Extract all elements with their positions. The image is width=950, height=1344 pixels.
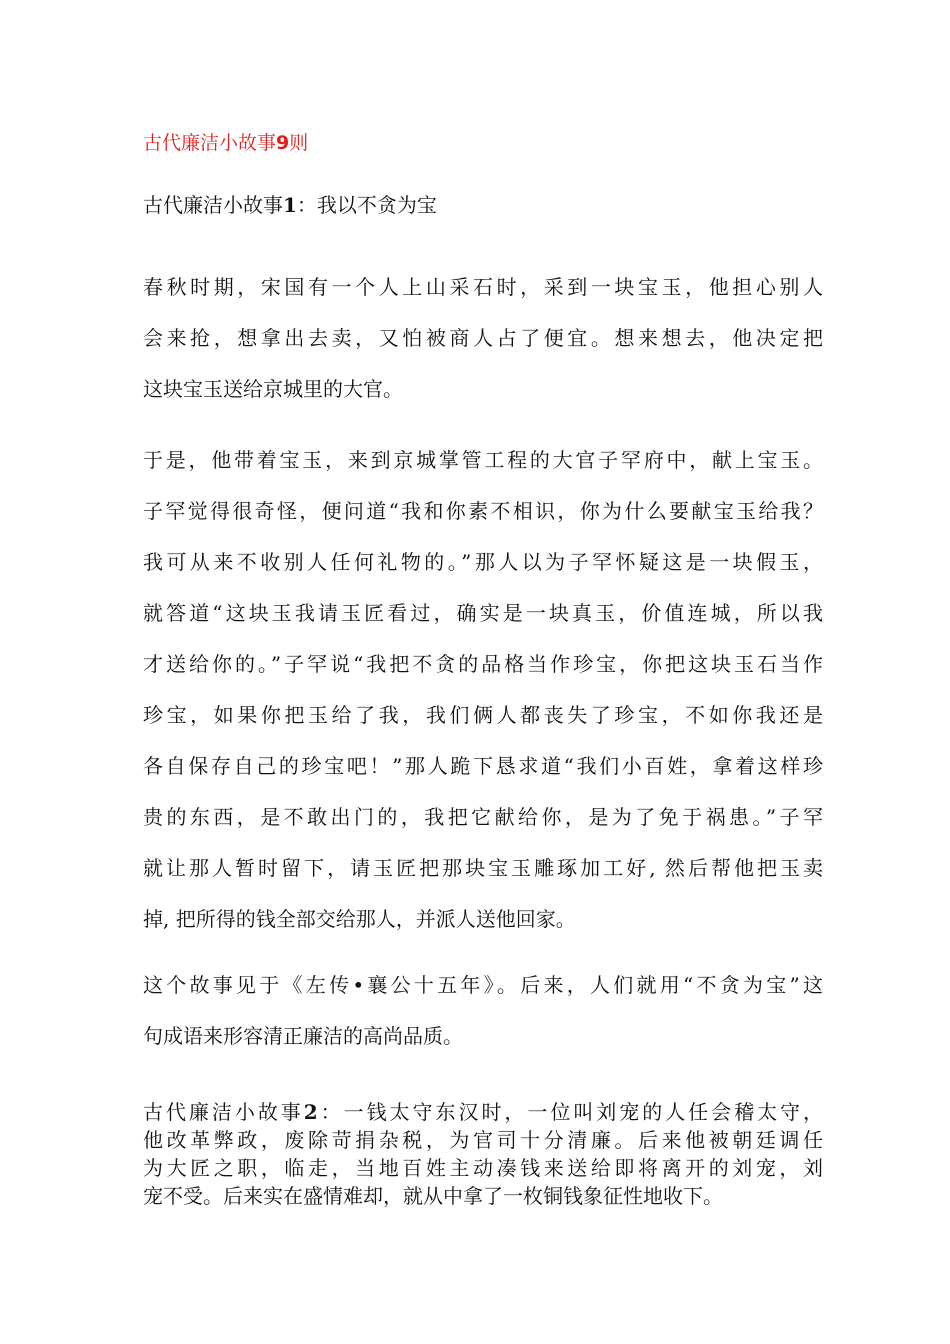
story2-heading-number: 2 bbox=[303, 1100, 318, 1124]
document-title bbox=[143, 127, 308, 159]
story1-heading bbox=[143, 189, 437, 221]
story1-heading-title: ：我以不贪为宝 bbox=[296, 193, 437, 217]
title-number: 9 bbox=[276, 132, 290, 154]
text-line: 为大匠之职，临走，当地百姓主动凑钱来送给即将离开的刘宠，刘 bbox=[143, 1156, 823, 1180]
text-line: 句成语来形容清正廉洁的高尚品质。 bbox=[143, 1024, 463, 1048]
story2-first-line-text: ：一钱太守东汉时，一位叫刘宠的人任会稽太守， bbox=[317, 1100, 824, 1124]
text-line: 这块宝玉送给京城里的大官。 bbox=[143, 377, 403, 401]
text-line: 就让那人暂时留下，请玉匠把那块宝玉雕琢加工好, 然后帮他把玉卖 bbox=[143, 856, 823, 880]
story1-heading-prefix: 古代廉洁小故事 bbox=[143, 193, 283, 217]
text-line: 才送给你的。”子罕说“我把不贪的品格当作珍宝，你把这块玉石当作 bbox=[143, 652, 823, 676]
text-line: 子罕觉得很奇怪，便问道“我和你素不相识，你为什么要献宝玉给我？ bbox=[143, 499, 823, 523]
story2-paragraph bbox=[143, 1098, 823, 1210]
text-line: 贵的东西，是不敢出门的，我把它献给你，是为了免于祸患。”子罕 bbox=[143, 805, 823, 829]
text-line: 会来抢，想拿出去卖，又怕被商人占了便宜。想来想去，他决定把 bbox=[143, 326, 823, 350]
story1-paragraph-3 bbox=[143, 960, 823, 1062]
text-line: 珍宝，如果你把玉给了我，我们俩人都丧失了珍宝，不如你我还是 bbox=[143, 703, 823, 727]
text-line: 这个故事见于《左传•襄公十五年》。后来，人们就用“不贪为宝”这 bbox=[143, 973, 823, 997]
story2-heading-prefix: 古代廉洁小故事 bbox=[143, 1100, 304, 1124]
text-line: 于是，他带着宝玉，来到京城掌管工程的大官子罕府中，献上宝玉。 bbox=[143, 448, 823, 472]
title-suffix: 则 bbox=[289, 132, 309, 154]
text-line: 各自保存自己的珍宝吧！”那人跪下恳求道“我们小百姓，拿着这样珍 bbox=[143, 754, 823, 778]
story2-heading-line bbox=[143, 1098, 823, 1126]
text-line: 宠不受。后来实在盛情难却，就从中拿了一枚铜钱象征性地收下。 bbox=[143, 1184, 723, 1208]
text-line: 春秋时期，宋国有一个人上山采石时，采到一块宝玉，他担心别人 bbox=[143, 275, 823, 299]
text-line: 他改革弊政，废除苛捐杂税，为官司十分清廉。后来他被朝廷调任 bbox=[143, 1128, 823, 1152]
text-line: 我可从来不收别人任何礼物的。”那人以为子罕怀疑这是一块假玉， bbox=[143, 550, 823, 574]
story1-paragraph-2 bbox=[143, 435, 823, 945]
story1-heading-number: 1 bbox=[283, 193, 297, 217]
text-line: 就答道“这块玉我请玉匠看过，确实是一块真玉，价值连城，所以我 bbox=[143, 601, 823, 625]
text-line: 掉, 把所得的钱全部交给那人，并派人送他回家。 bbox=[143, 907, 576, 931]
title-text: 古代廉洁小故事 bbox=[143, 132, 277, 154]
story1-paragraph-1 bbox=[143, 262, 823, 415]
